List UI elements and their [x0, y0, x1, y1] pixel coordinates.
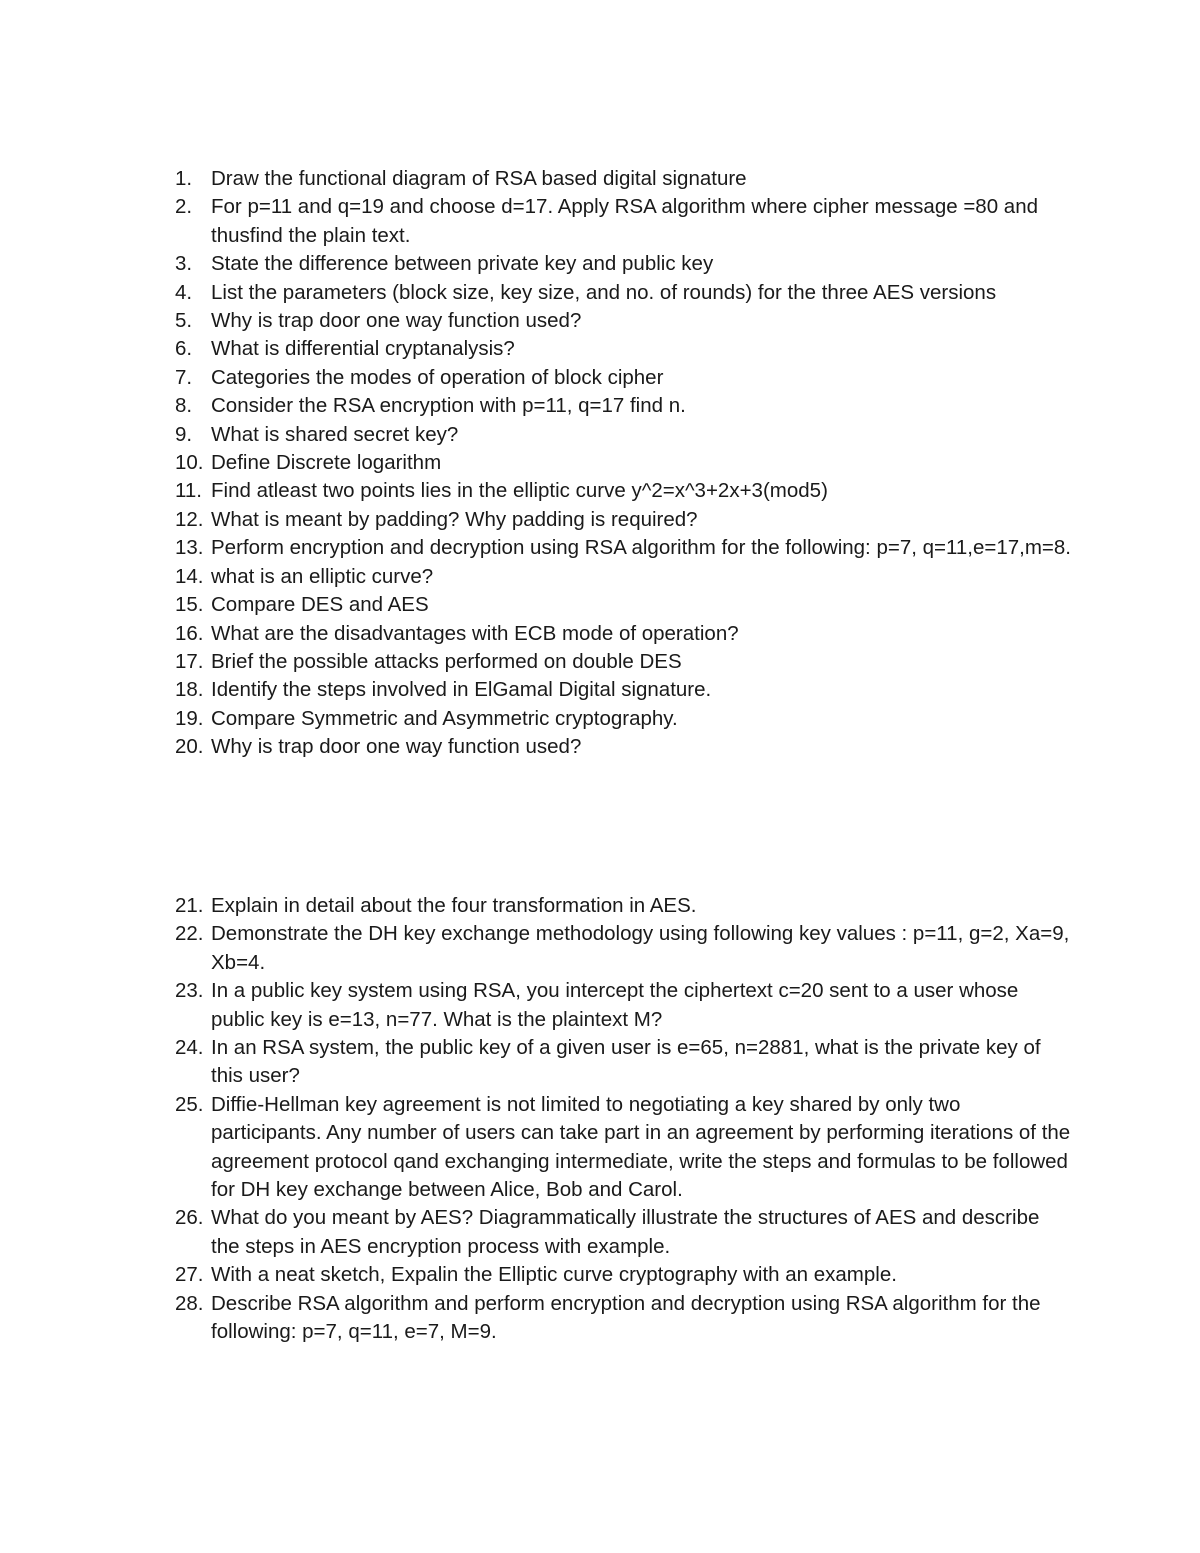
question-number-cell	[0, 620, 211, 648]
question-number: 21.	[175, 894, 204, 917]
question-number: 27.	[175, 1263, 204, 1287]
question-item	[0, 193, 1200, 250]
question-number: 24.	[175, 1036, 204, 1060]
question-text: What do you meant by AES? Diagrammatically illustrate the structures of AES and describe the steps in AES encryption process with example.	[211, 1206, 1040, 1258]
question-text: Demonstrate the DH key exchange methodology using following key values : p=11, g=2, Xa=9, Xb=4.	[211, 922, 1070, 974]
question-item	[0, 1091, 1200, 1205]
question-text: Compare Symmetric and Asymmetric cryptography.	[211, 706, 678, 730]
question-number: 11.	[175, 479, 202, 503]
question-item	[0, 676, 1200, 704]
question-text: Consider the RSA encryption with p=11, q=17 find n.	[211, 394, 686, 418]
question-text: List the parameters (block size, key size, and no. of rounds) for the three AES versions	[211, 280, 997, 304]
question-number-cell	[0, 1204, 211, 1261]
question-number-cell	[0, 165, 211, 193]
question-text: Draw the functional diagram of RSA based digital signature	[211, 167, 747, 190]
question-text: Compare DES and AES	[211, 593, 429, 617]
question-number: 5.	[175, 309, 193, 333]
question-number: 20.	[175, 735, 204, 759]
question-item	[0, 1204, 1200, 1261]
question-number: 3.	[175, 252, 193, 276]
question-number-cell	[0, 307, 211, 335]
question-text: Identify the steps involved in ElGamal Digital signature.	[211, 678, 712, 702]
question-text: What is meant by padding? Why padding is required?	[211, 507, 698, 531]
question-number-cell	[0, 392, 211, 420]
question-item	[0, 733, 1200, 761]
question-text: Find atleast two points lies in the elliptic curve y^2=x^3+2x+3(mod5)	[211, 479, 828, 503]
question-number: 19.	[175, 706, 204, 730]
question-item	[0, 920, 1200, 977]
question-text: Perform encryption and decryption using RSA algorithm for the following: p=7, q=11,e=17,m=8.	[211, 536, 1071, 560]
question-item	[0, 477, 1200, 505]
question-text: what is an elliptic curve?	[211, 564, 434, 588]
question-list-part-2	[0, 892, 1200, 1347]
question-text: What is differential cryptanalysis?	[211, 337, 515, 361]
question-text: What is shared secret key?	[211, 422, 459, 446]
question-item	[0, 506, 1200, 534]
question-number: 13.	[175, 536, 204, 560]
question-number-cell	[0, 193, 211, 250]
question-number-cell	[0, 534, 211, 562]
question-item	[0, 421, 1200, 449]
question-item	[0, 892, 1200, 920]
question-item	[0, 591, 1200, 619]
question-number: 16.	[175, 621, 204, 645]
question-text: What are the disadvantages with ECB mode of operation?	[211, 621, 739, 645]
question-item	[0, 449, 1200, 477]
question-text: State the difference between private key and public key	[211, 252, 714, 276]
question-number-cell	[0, 591, 211, 619]
question-text: Why is trap door one way function used?	[211, 735, 582, 759]
question-number-cell	[0, 506, 211, 534]
question-number-cell	[0, 1290, 211, 1347]
question-item	[0, 250, 1200, 278]
question-number-cell	[0, 279, 211, 307]
question-text: Brief the possible attacks performed on double DES	[211, 649, 682, 673]
question-number-cell	[0, 364, 211, 392]
question-number-cell	[0, 477, 211, 505]
question-item	[0, 1290, 1200, 1347]
question-number: 18.	[175, 678, 204, 702]
question-item	[0, 1034, 1200, 1091]
question-number: 6.	[175, 337, 193, 361]
question-number-cell	[0, 705, 211, 733]
question-number: 12.	[175, 507, 204, 531]
question-number: 26.	[175, 1206, 204, 1230]
question-number-cell	[0, 920, 211, 977]
question-number-cell	[0, 563, 211, 591]
question-number: 4.	[175, 280, 193, 304]
question-text: Categories the modes of operation of block cipher	[211, 365, 664, 389]
question-number: 14.	[175, 564, 204, 588]
question-number: 28.	[175, 1291, 204, 1315]
question-item	[0, 648, 1200, 676]
question-item	[0, 620, 1200, 648]
question-text: In an RSA system, the public key of a given user is e=65, n=2881, what is the private key of this user?	[211, 1036, 1041, 1088]
question-number-cell	[0, 733, 211, 761]
question-text: Diffie-Hellman key agreement is not limited to negotiating a key shared by only two participants. Any number of users can take part in an agreement by performing iterations of the agreement protocol qand exchanging intermediate, write the steps and formulas to be followed for DH key exchange between Alice, Bob and Carol.	[211, 1092, 1071, 1202]
question-number-cell	[0, 1034, 211, 1091]
question-item	[0, 335, 1200, 363]
question-item	[0, 279, 1200, 307]
question-item	[0, 534, 1200, 562]
question-text: Define Discrete logarithm	[211, 451, 442, 475]
question-text: Explain in detail about the four transformation in AES.	[211, 894, 697, 917]
question-item	[0, 1261, 1200, 1289]
question-number: 15.	[175, 593, 204, 617]
question-text: Why is trap door one way function used?	[211, 309, 582, 333]
question-item	[0, 563, 1200, 591]
question-number: 25.	[175, 1092, 204, 1116]
question-number: 22.	[175, 922, 204, 946]
question-number-cell	[0, 1261, 211, 1289]
question-number-cell	[0, 977, 211, 1034]
question-number-cell	[0, 1091, 211, 1205]
question-number: 1.	[175, 167, 193, 190]
question-text: In a public key system using RSA, you intercept the ciphertext c=20 sent to a user whose public key is e=13, n=77. What is the plaintext M?	[211, 979, 1019, 1031]
question-number: 9.	[175, 422, 193, 446]
question-item	[0, 392, 1200, 420]
question-item	[0, 364, 1200, 392]
question-item	[0, 977, 1200, 1034]
question-number-cell	[0, 335, 211, 363]
question-number-cell	[0, 250, 211, 278]
question-list-part-1	[0, 165, 1200, 762]
question-number: 17.	[175, 649, 204, 673]
question-text: Describe RSA algorithm and perform encryption and decryption using RSA algorithm for the following: p=7, q=11, e=7, M=9.	[211, 1291, 1041, 1344]
question-text: With a neat sketch, Expalin the Elliptic curve cryptography with an example.	[211, 1263, 897, 1287]
question-number: 8.	[175, 394, 193, 418]
question-number: 10.	[175, 451, 204, 475]
question-number-cell	[0, 421, 211, 449]
question-item	[0, 165, 1200, 193]
question-number: 2.	[175, 195, 193, 219]
question-number: 23.	[175, 979, 204, 1003]
question-number-cell	[0, 449, 211, 477]
question-number-cell	[0, 676, 211, 704]
question-number-cell	[0, 648, 211, 676]
question-item	[0, 705, 1200, 733]
question-item	[0, 307, 1200, 335]
question-number: 7.	[175, 365, 193, 389]
question-number-cell	[0, 892, 211, 920]
question-text: For p=11 and q=19 and choose d=17. Apply RSA algorithm where cipher message =80 and thusfind the plain text.	[211, 195, 1039, 247]
